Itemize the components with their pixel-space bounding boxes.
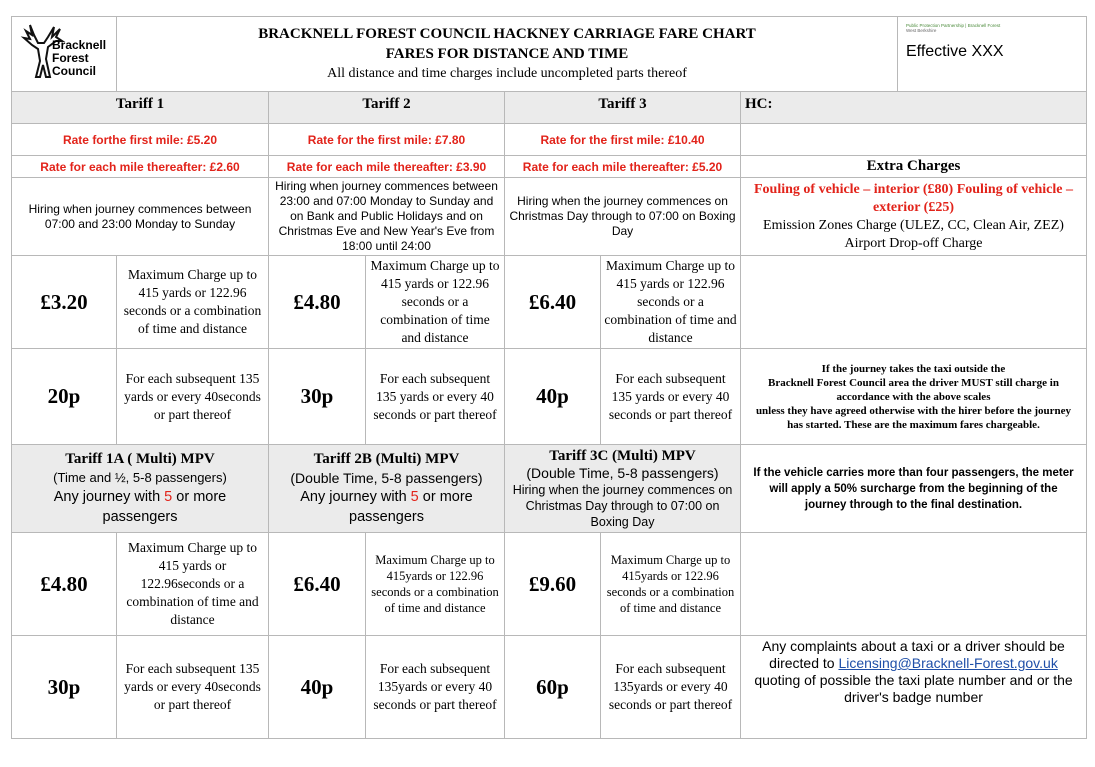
tariff-2-per-mile: Rate for each mile thereafter: £3.90 (268, 155, 505, 178)
tariff-1a-sub-price: 30p (11, 635, 117, 739)
tariff-1a-any-prefix: Any journey with (53, 489, 165, 505)
tariff-1a-max-price: £4.80 (11, 532, 117, 636)
partner-logo-line-2: West Berkshire (906, 28, 937, 33)
fouling-charge: Fouling of vehicle – interior (£80) Fouling of vehicle – exterior (£25) (754, 181, 1073, 215)
tariff-3c-hiring: Hiring when the journey commences on Christmas Day through to 07:00 on Boxing Day (512, 483, 733, 529)
tariff-1-max-desc: Maximum Charge up to 415 yards or 122.96 seconds or a combination of time and distance (116, 255, 269, 349)
tariff-3-hiring: Hiring when the journey commences on Christmas Day through to 07:00 on Boxing Day (504, 177, 741, 256)
tariff-2-max-desc: Maximum Charge up to 415 yards or 122.96 seconds or a combination of time and distance (365, 255, 505, 349)
tariff-2b-sub-desc: For each subsequent 135yards or every 40 seconds or part thereof (365, 635, 505, 739)
tariff-3-first-mile: Rate for the first mile: £10.40 (504, 123, 741, 156)
tariff-2b-any-suffix: or more passengers (349, 489, 473, 525)
licensing-email-link[interactable]: Licensing@Bracknell-Forest.gov.uk (838, 655, 1058, 671)
tariff-2b-header (268, 444, 505, 533)
tariff-1a-sub-desc: For each subsequent 135 yards or every 40seconds or part thereof (116, 635, 269, 739)
logo-line-3: Council (52, 64, 96, 78)
airport-charge: Airport Drop-off Charge (844, 235, 983, 251)
tariff-3-header: Tariff 3 (504, 91, 741, 124)
complaints-notice (740, 635, 1087, 739)
logo-line-1: Bracknell (52, 38, 107, 52)
logo-line-2: Forest (52, 51, 89, 65)
tariff-3-max-desc: Maximum Charge up to 415 yards or 122.96 seconds or a combination of time and distance (600, 255, 741, 349)
tariff-2b-any (269, 487, 504, 527)
tariff-3c-sub: (Double Time, 5-8 passengers) (526, 465, 719, 481)
tariff-2b-max-desc: Maximum Charge up to 415yards or 122.96 seconds or a combination of time and distance (365, 532, 505, 636)
tariff-3c-sub-desc: For each subsequent 135yards or every 40 seconds or part thereof (600, 635, 741, 739)
logo-cell (11, 16, 117, 92)
tariff-3c-sub-price: 60p (504, 635, 601, 739)
outside-area-notice (740, 348, 1087, 445)
outside-area-line-1: If the journey takes the taxi outside the (821, 362, 1006, 375)
tariff-3c-header (504, 444, 741, 533)
tariff-2-first-mile: Rate for the first mile: £7.80 (268, 123, 505, 156)
tariff-2b-any-prefix: Any journey with (300, 489, 411, 505)
tariff-3c-max-desc: Maximum Charge up to 415yards or 122.96 seconds or a combination of time and distance (600, 532, 741, 636)
tariff-1-sub-desc: For each subsequent 135 yards or every 40seconds or part thereof (116, 348, 269, 445)
tariff-1a-any (12, 487, 268, 527)
extra-charges-title: Extra Charges (740, 155, 1087, 178)
hc-empty-cell (740, 123, 1087, 156)
right-empty-cell-1 (740, 255, 1087, 349)
tariff-2-sub-desc: For each subsequent 135 yards or every 40 seconds or part thereof (365, 348, 505, 445)
tariff-3-sub-price: 40p (504, 348, 601, 445)
tariff-2b-any-num: 5 (410, 489, 419, 505)
tariff-1a-sub: (Time and ½, 5-8 passengers) (53, 470, 227, 485)
tariff-1-hiring: Hiring when journey commences between 07:00 and 23:00 Monday to Sunday (11, 177, 269, 256)
logo-text (52, 39, 106, 78)
emission-charge: Emission Zones Charge (ULEZ, CC, Clean Air, ZEZ) (763, 217, 1064, 233)
tariff-2-sub-price: 30p (268, 348, 366, 445)
tariff-3-sub-desc: For each subsequent 135 yards or every 40 seconds or part thereof (600, 348, 741, 445)
effective-cell (897, 16, 1087, 92)
tariff-2-hiring: Hiring when journey commences between 23:00 and 07:00 Monday to Sunday and on Bank and Public Holidays and on Christmas Eve and New Year's Eve from 18:00 until 24:00 (268, 177, 505, 256)
outside-area-line-3: unless they have agreed otherwise with the hirer before the journey has started. These are the maximum fares chargeable. (755, 404, 1072, 431)
complaints-text (745, 638, 1082, 706)
extra-charges-cell (740, 177, 1087, 256)
tariff-1a-any-suffix: or more passengers (102, 489, 227, 525)
tariff-1a-name: Tariff 1A ( Multi) MPV (65, 451, 215, 467)
tariff-3c-max-price: £9.60 (504, 532, 601, 636)
tariff-1-first-mile: Rate forthe first mile: £5.20 (11, 123, 269, 156)
tariff-3c-name: Tariff 3C (Multi) MPV (549, 448, 696, 464)
page-title-2: FARES FOR DISTANCE AND TIME (385, 46, 629, 62)
tariff-1a-any-num: 5 (164, 489, 173, 505)
complaints-line-2: quoting of possible the taxi plate number and or the driver's badge number (754, 672, 1073, 705)
page-title: BRACKNELL FOREST COUNCIL HACKNEY CARRIAGE FARE CHART (258, 26, 756, 42)
tariff-2b-sub: (Double Time, 5-8 passengers) (290, 470, 483, 486)
right-empty-cell-2 (740, 532, 1087, 636)
tariff-3-max-price: £6.40 (504, 255, 601, 349)
tariff-2b-name: Tariff 2B (Multi) MPV (313, 451, 460, 467)
tariff-1a-header (11, 444, 269, 533)
tariff-1-sub-price: 20p (11, 348, 117, 445)
tariff-1a-max-desc: Maximum Charge up to 415 yards or 122.96seconds or a combination of time and distance (116, 532, 269, 636)
tariff-1-header: Tariff 1 (11, 91, 269, 124)
tariff-2b-max-price: £6.40 (268, 532, 366, 636)
tariff-3-per-mile: Rate for each mile thereafter: £5.20 (504, 155, 741, 178)
tariff-1-max-price: £3.20 (11, 255, 117, 349)
partner-logo-line-1: Public Protection Partnership | Bracknell Forest (906, 23, 1001, 28)
page-subtitle: All distance and time charges include uncompleted parts thereof (327, 66, 687, 81)
hc-header: HC: (740, 91, 1087, 124)
partner-logo (906, 23, 1000, 33)
tariff-2b-sub-price: 40p (268, 635, 366, 739)
tariff-1-per-mile: Rate for each mile thereafter: £2.60 (11, 155, 269, 178)
outside-area-line-2: Bracknell Forest Council area the driver MUST still charge in accordance with the above scales (768, 376, 1059, 403)
title-cell (116, 16, 898, 92)
tariff-2-max-price: £4.80 (268, 255, 366, 349)
tariff-2-header: Tariff 2 (268, 91, 505, 124)
effective-label: Effective XXX (906, 43, 1004, 60)
complaints-line-1: Any complaints about a taxi or a driver should be directed to (762, 638, 1065, 671)
surcharge-notice: If the vehicle carries more than four passengers, the meter will apply a 50% surcharge from the beginning of the journey through to the final destination. (740, 444, 1087, 533)
